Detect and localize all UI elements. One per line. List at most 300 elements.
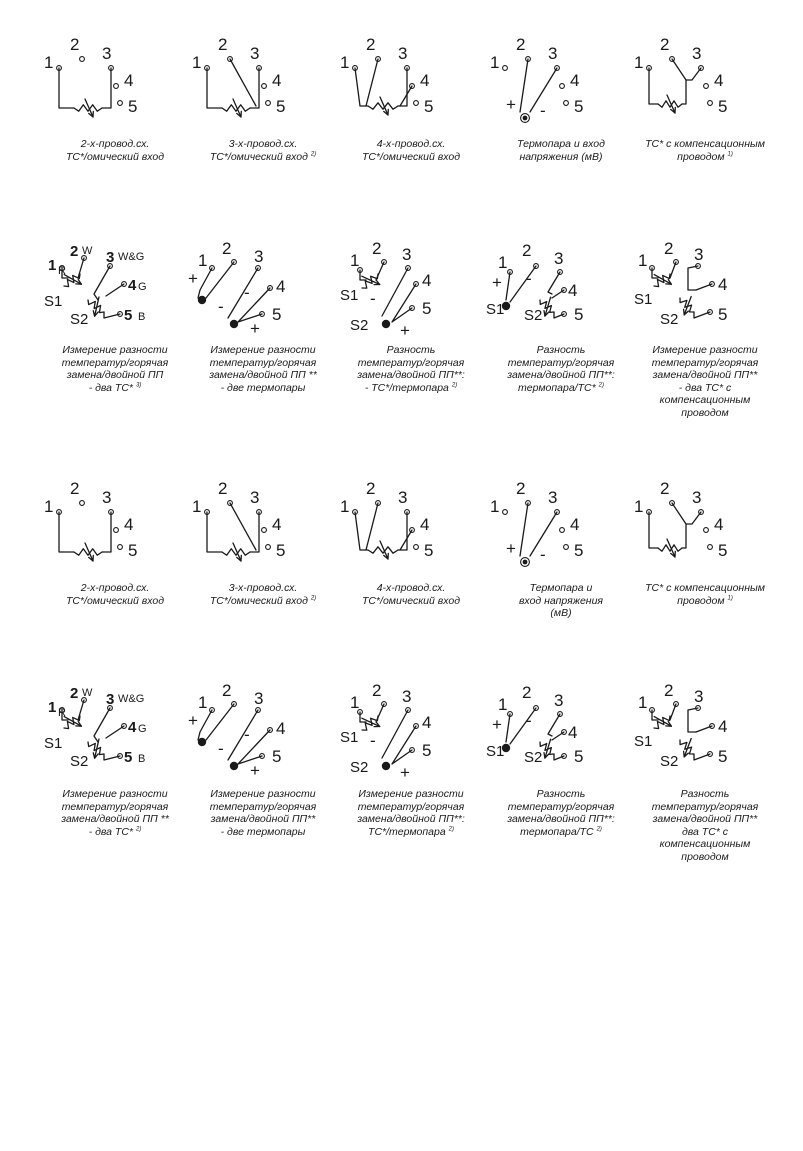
terminal-label-5: 5 xyxy=(128,97,138,116)
terminal-label-1: 1 xyxy=(44,53,54,72)
caption-line xyxy=(622,407,788,420)
caption-text: Измерение разности xyxy=(62,788,168,800)
caption-text: проводом xyxy=(677,594,725,607)
terminal-label-4: 4 xyxy=(276,277,286,296)
caption-line xyxy=(622,138,788,151)
plus-sign: + xyxy=(400,763,410,782)
diagram-caption xyxy=(180,138,346,163)
wire xyxy=(207,68,222,108)
terminal-letter-g: G xyxy=(138,281,147,293)
terminal-label-5: 5 xyxy=(574,305,584,324)
terminal-label-3: 3 xyxy=(102,44,112,63)
caption-line xyxy=(32,788,198,801)
minus-sign-1: - xyxy=(218,297,224,316)
diagram-caption xyxy=(328,344,494,394)
terminal-5 xyxy=(118,545,123,550)
wire xyxy=(207,512,222,552)
caption-text: замена/двойной ПП**: xyxy=(357,369,465,381)
rtd-resistor xyxy=(680,740,694,754)
diagram-caption xyxy=(32,138,198,163)
caption-line xyxy=(32,357,198,370)
wiring-diagram-four-wire-a xyxy=(336,35,486,163)
caption-text: (мВ) xyxy=(550,607,572,619)
wiring-diagram-tc-mv-b xyxy=(486,479,636,619)
terminal-label-1: 1 xyxy=(48,257,57,274)
terminal-label-3: 3 xyxy=(398,488,408,507)
sensor-label-s2: S2 xyxy=(350,317,369,334)
minus-sign-2: - xyxy=(244,725,250,744)
minus-sign: - xyxy=(526,269,532,288)
caption-line xyxy=(32,582,198,595)
terminal-label-1: 1 xyxy=(340,53,350,72)
wiring-diagram-diff-two-rtd-b xyxy=(40,676,190,838)
terminal-label-5: 5 xyxy=(718,747,728,766)
terminal-label-1: 1 xyxy=(634,53,644,72)
junction-1 xyxy=(198,296,206,304)
caption-text: - ТС*/термопара xyxy=(364,381,449,394)
wiring-diagram-tc-comp-a xyxy=(630,35,780,163)
footnote-marker: 2) xyxy=(451,382,458,388)
terminal-label-3: 3 xyxy=(694,687,704,706)
sensor-label-s2: S2 xyxy=(70,753,89,770)
terminal-5 xyxy=(564,101,569,106)
terminal-4 xyxy=(560,528,565,533)
caption-line xyxy=(180,138,346,151)
caption-text: температур/горячая xyxy=(357,800,465,813)
terminal-label-2: 2 xyxy=(218,479,228,498)
wire xyxy=(59,68,74,108)
terminal-2 xyxy=(80,501,85,506)
caption-line xyxy=(180,344,346,357)
wiring-diagram-diff-tc-rtd-b xyxy=(486,676,636,838)
wiring-diagram-four-wire-b xyxy=(336,479,486,607)
wire xyxy=(366,503,378,550)
caption-text: вход напряжения xyxy=(518,594,604,607)
sensor-label-s2: S2 xyxy=(524,749,543,766)
minus-sign: - xyxy=(540,545,546,564)
caption-text: температур/горячая xyxy=(357,356,465,369)
terminal-label-2: 2 xyxy=(70,35,80,54)
footnote-marker: 2) xyxy=(135,826,142,832)
terminal-label-2: 2 xyxy=(522,683,532,702)
caption-text: ТС*/омический вход xyxy=(361,150,461,163)
terminal-4 xyxy=(262,528,267,533)
caption-text: температур/горячая xyxy=(61,356,169,369)
caption-text: 3-х-провод.сх. xyxy=(228,138,298,150)
caption-text: термопара/ТС xyxy=(520,825,594,838)
terminal-4 xyxy=(560,84,565,89)
caption-text: температур/горячая xyxy=(209,356,317,369)
wire xyxy=(696,726,712,732)
caption-text: Измерение разности xyxy=(210,788,316,800)
caption-text: замена/двойной ПП ** xyxy=(61,813,169,825)
plus-sign: + xyxy=(506,539,516,558)
junction-2 xyxy=(230,320,238,328)
terminal-label-1: 1 xyxy=(198,693,208,712)
wire xyxy=(398,512,407,550)
caption-line xyxy=(32,344,198,357)
terminal-label-4: 4 xyxy=(568,281,578,300)
caption-text: замена/двойной ПП**: xyxy=(357,813,465,825)
wire xyxy=(552,732,564,740)
wire xyxy=(102,68,111,108)
terminal-label-2: 2 xyxy=(660,35,670,54)
caption-text: 2-х-провод.сх. xyxy=(80,138,150,150)
terminal-label-5: 5 xyxy=(574,97,584,116)
sensor-label-s1: S1 xyxy=(44,293,63,310)
terminal-letter-wg: W&G xyxy=(118,251,145,263)
sensor-label-s2: S2 xyxy=(660,311,679,328)
caption-text: 4-х-провод.сх. xyxy=(376,138,446,150)
wire xyxy=(59,512,74,552)
wiring-diagram-diff-two-tc-b xyxy=(188,676,338,838)
wire xyxy=(102,512,111,552)
terminal-label-2: 2 xyxy=(516,35,526,54)
wire xyxy=(228,710,258,760)
caption-line xyxy=(622,838,788,851)
terminal-4 xyxy=(262,84,267,89)
wire xyxy=(670,262,676,278)
wire xyxy=(510,708,536,744)
caption-line xyxy=(328,382,494,395)
sensor-label-s1: S1 xyxy=(634,733,653,750)
plus-sign: + xyxy=(400,321,410,340)
wiring-diagram-two-wire-a xyxy=(40,35,190,163)
caption-text: компенсационным xyxy=(659,394,751,406)
caption-text: Термопара и вход xyxy=(517,138,605,150)
caption-text: замена/двойной ПП** xyxy=(652,813,758,825)
terminal-label-4: 4 xyxy=(570,71,580,90)
wire xyxy=(548,714,560,736)
wire xyxy=(78,700,84,720)
terminal-label-1: 1 xyxy=(638,693,648,712)
caption-line xyxy=(180,151,346,164)
caption-line xyxy=(478,788,644,801)
caption-line xyxy=(622,369,788,382)
caption-line xyxy=(478,344,644,357)
diagram-caption xyxy=(32,344,198,394)
diagram-caption xyxy=(478,344,644,394)
junction-1 xyxy=(382,762,390,770)
terminal-4 xyxy=(704,528,709,533)
wiring-schematic xyxy=(40,234,190,354)
terminal-label-3: 3 xyxy=(694,245,704,264)
thermocouple-junction xyxy=(523,116,528,121)
caption-line xyxy=(180,369,346,382)
terminal-label-2: 2 xyxy=(70,479,80,498)
diagram-caption xyxy=(328,788,494,838)
terminal-letter-b: B xyxy=(138,311,146,323)
wire xyxy=(360,270,366,280)
caption-line xyxy=(622,851,788,864)
caption-line xyxy=(180,826,346,839)
rtd-resistor xyxy=(362,716,378,730)
caption-text: проводом xyxy=(681,406,729,419)
diagram-caption xyxy=(180,788,346,838)
terminal-label-4: 4 xyxy=(272,71,282,90)
caption-line xyxy=(622,582,788,595)
caption-line xyxy=(478,607,644,620)
footnote-marker: 3) xyxy=(135,382,142,388)
plus-sign-2: + xyxy=(250,319,260,338)
caption-text: ТС*/омический вход xyxy=(209,150,308,163)
caption-text: замена/двойной ПП ** xyxy=(209,369,317,381)
terminal-letter-b: B xyxy=(138,753,146,765)
terminal-label-5: 5 xyxy=(276,97,286,116)
terminal-letter-w: W xyxy=(82,245,93,257)
diagram-caption xyxy=(478,138,644,163)
caption-text: ТС* с компенсационным xyxy=(645,582,765,594)
wiring-diagram-tc-comp-b xyxy=(630,479,780,607)
wire xyxy=(366,59,378,106)
terminal-label-5: 5 xyxy=(424,541,434,560)
sensor-label-s2: S2 xyxy=(350,759,369,776)
wiring-schematic xyxy=(336,676,486,796)
caption-line xyxy=(180,813,346,826)
terminal-label-4: 4 xyxy=(718,717,728,736)
caption-line xyxy=(478,357,644,370)
caption-text: термопара/ТС* xyxy=(518,381,596,394)
terminal-label-2: 2 xyxy=(222,239,232,258)
wiring-diagram-diff-comp-b xyxy=(630,676,780,863)
caption-text: температур/горячая xyxy=(507,356,615,369)
terminal-label-2: 2 xyxy=(222,681,232,700)
wire xyxy=(400,530,412,550)
terminal-label-5: 5 xyxy=(574,747,584,766)
thermocouple-junction xyxy=(523,560,528,565)
diagram-caption xyxy=(328,582,494,607)
wire xyxy=(520,59,528,112)
wire xyxy=(682,68,701,104)
wiring-schematic xyxy=(486,234,636,354)
caption-line xyxy=(622,826,788,839)
terminal-label-2: 2 xyxy=(664,681,674,700)
wiring-schematic xyxy=(188,234,338,354)
sensor-label-s1: S1 xyxy=(340,287,359,304)
diagram-caption xyxy=(328,138,494,163)
caption-text: Разность xyxy=(386,344,436,356)
terminal-2 xyxy=(80,57,85,62)
terminal-1 xyxy=(503,66,508,71)
terminal-letter-r: R xyxy=(58,707,66,719)
caption-line xyxy=(478,382,644,395)
caption-line xyxy=(622,151,788,164)
caption-text: замена/двойной ПП**: xyxy=(507,369,615,381)
wire xyxy=(672,503,686,524)
plus-sign: + xyxy=(492,715,502,734)
terminal-label-1: 1 xyxy=(350,693,360,712)
caption-line xyxy=(622,813,788,826)
caption-text: компенсационным xyxy=(659,838,751,850)
caption-text: Разность xyxy=(536,788,586,800)
caption-line xyxy=(622,788,788,801)
terminal-label-3: 3 xyxy=(402,687,412,706)
caption-text: ТС*/омический вход xyxy=(65,150,165,163)
caption-text: замена/двойной ПП** xyxy=(210,813,316,825)
terminal-label-4: 4 xyxy=(718,275,728,294)
terminal-5 xyxy=(414,545,419,550)
diagram-caption xyxy=(32,582,198,607)
caption-line xyxy=(328,595,494,608)
caption-line xyxy=(478,801,644,814)
caption-line xyxy=(328,369,494,382)
sensor-label-s2: S2 xyxy=(524,307,543,324)
caption-line xyxy=(180,357,346,370)
sensor-label-s1: S1 xyxy=(486,301,505,318)
sensor-label-s1: S1 xyxy=(634,291,653,308)
terminal-label-2: 2 xyxy=(372,681,382,700)
caption-line xyxy=(32,826,198,839)
terminal-label-4: 4 xyxy=(570,515,580,534)
terminal-label-1: 1 xyxy=(340,497,350,516)
wire xyxy=(510,266,536,302)
caption-text: Термопара и xyxy=(529,582,593,594)
diagram-caption xyxy=(622,788,788,863)
terminal-4 xyxy=(114,84,119,89)
terminal-letter-r: R xyxy=(58,265,66,277)
minus-sign: - xyxy=(370,731,376,750)
wire xyxy=(228,268,258,318)
footnote-marker: 2) xyxy=(448,826,454,832)
caption-line xyxy=(32,813,198,826)
terminal-label-3: 3 xyxy=(554,691,564,710)
caption-line xyxy=(478,813,644,826)
terminal-label-5: 5 xyxy=(124,307,133,324)
terminal-4 xyxy=(114,528,119,533)
terminal-label-5: 5 xyxy=(272,747,282,766)
terminal-label-3: 3 xyxy=(250,44,260,63)
diagram-caption xyxy=(32,788,198,838)
caption-text: температур/горячая xyxy=(651,356,759,369)
terminal-5 xyxy=(564,545,569,550)
diagram-caption xyxy=(478,788,644,838)
terminal-1 xyxy=(503,510,508,515)
terminal-label-3: 3 xyxy=(102,488,112,507)
footnote-marker: 1) xyxy=(727,151,733,157)
caption-line xyxy=(478,595,644,608)
terminal-label-3: 3 xyxy=(402,245,412,264)
caption-text: Измерение разности xyxy=(210,344,316,356)
terminal-label-5: 5 xyxy=(276,541,286,560)
wire xyxy=(506,272,510,300)
terminal-label-2: 2 xyxy=(218,35,228,54)
caption-text: Измерение разности xyxy=(62,344,168,356)
terminal-label-5: 5 xyxy=(124,749,133,766)
terminal-label-3: 3 xyxy=(692,488,702,507)
wire xyxy=(694,312,710,318)
terminal-label-3: 3 xyxy=(106,691,115,708)
wiring-schematic xyxy=(630,676,780,796)
terminal-label-5: 5 xyxy=(718,541,728,560)
wire xyxy=(230,59,256,106)
terminal-label-4: 4 xyxy=(128,277,137,294)
caption-line xyxy=(180,582,346,595)
caption-text: Измерение разности xyxy=(652,344,758,356)
wire xyxy=(672,59,686,80)
terminal-label-5: 5 xyxy=(718,97,728,116)
caption-text: напряжения (мВ) xyxy=(519,150,603,163)
caption-line xyxy=(622,394,788,407)
terminal-label-5: 5 xyxy=(422,741,432,760)
caption-text: 2-х-провод.сх. xyxy=(80,582,150,594)
sensor-label-s1: S1 xyxy=(44,735,63,752)
terminal-label-1: 1 xyxy=(638,251,648,270)
caption-text: - два ТС* xyxy=(88,825,134,838)
terminal-label-2: 2 xyxy=(660,479,670,498)
caption-text: замена/двойной ПП**: xyxy=(507,813,615,825)
caption-text: температур/горячая xyxy=(651,800,759,813)
caption-text: Разность xyxy=(680,788,730,800)
terminal-label-4: 4 xyxy=(124,515,134,534)
caption-line xyxy=(328,801,494,814)
sensor-label-s1: S1 xyxy=(486,743,505,760)
terminal-letter-wg: W&G xyxy=(118,693,145,705)
terminal-label-5: 5 xyxy=(574,541,584,560)
caption-line xyxy=(32,369,198,382)
caption-line xyxy=(478,369,644,382)
rtd-resistor xyxy=(680,298,694,312)
junction-1 xyxy=(382,320,390,328)
wire xyxy=(649,68,658,104)
caption-line xyxy=(328,788,494,801)
terminal-label-2: 2 xyxy=(664,239,674,258)
caption-line xyxy=(328,582,494,595)
wire xyxy=(520,503,528,556)
wiring-diagram-three-wire-b xyxy=(188,479,338,607)
footnote-marker: 2) xyxy=(310,595,317,601)
diagram-caption xyxy=(478,582,644,620)
terminal-label-1: 1 xyxy=(192,497,202,516)
wire xyxy=(506,714,510,742)
plus-sign-2: + xyxy=(250,761,260,780)
caption-text: ТС* с компенсационным xyxy=(645,138,765,150)
wire xyxy=(670,704,676,720)
diagram-caption xyxy=(622,344,788,419)
terminal-label-2: 2 xyxy=(366,479,376,498)
wiring-diagram-three-wire-a xyxy=(188,35,338,163)
wire xyxy=(548,272,560,294)
rtd-resistor xyxy=(362,274,378,288)
terminal-label-4: 4 xyxy=(272,515,282,534)
minus-sign: - xyxy=(526,711,532,730)
terminal-label-5: 5 xyxy=(128,541,138,560)
caption-line xyxy=(32,151,198,164)
terminal-label-1: 1 xyxy=(498,253,508,272)
sensor-label-s1: S1 xyxy=(340,729,359,746)
caption-line xyxy=(328,357,494,370)
terminal-5 xyxy=(118,101,123,106)
caption-line xyxy=(478,826,644,839)
terminal-5 xyxy=(708,545,713,550)
caption-text: - две термопары xyxy=(220,381,306,394)
caption-text: - две термопары xyxy=(220,825,306,838)
wire xyxy=(696,284,712,290)
wire xyxy=(382,268,408,316)
terminal-label-3: 3 xyxy=(548,44,558,63)
caption-text: температур/горячая xyxy=(61,800,169,813)
terminal-5 xyxy=(708,101,713,106)
caption-text: Разность xyxy=(536,344,586,356)
wiring-diagram-diff-two-rtd-a xyxy=(40,234,190,394)
caption-text: замена/двойной ПП xyxy=(66,369,164,381)
terminal-label-3: 3 xyxy=(254,689,264,708)
terminal-label-1: 1 xyxy=(350,251,360,270)
wire xyxy=(649,512,658,548)
terminal-label-1: 1 xyxy=(490,53,500,72)
wiring-schematic xyxy=(486,676,636,796)
terminal-5 xyxy=(266,545,271,550)
terminal-label-4: 4 xyxy=(422,271,432,290)
